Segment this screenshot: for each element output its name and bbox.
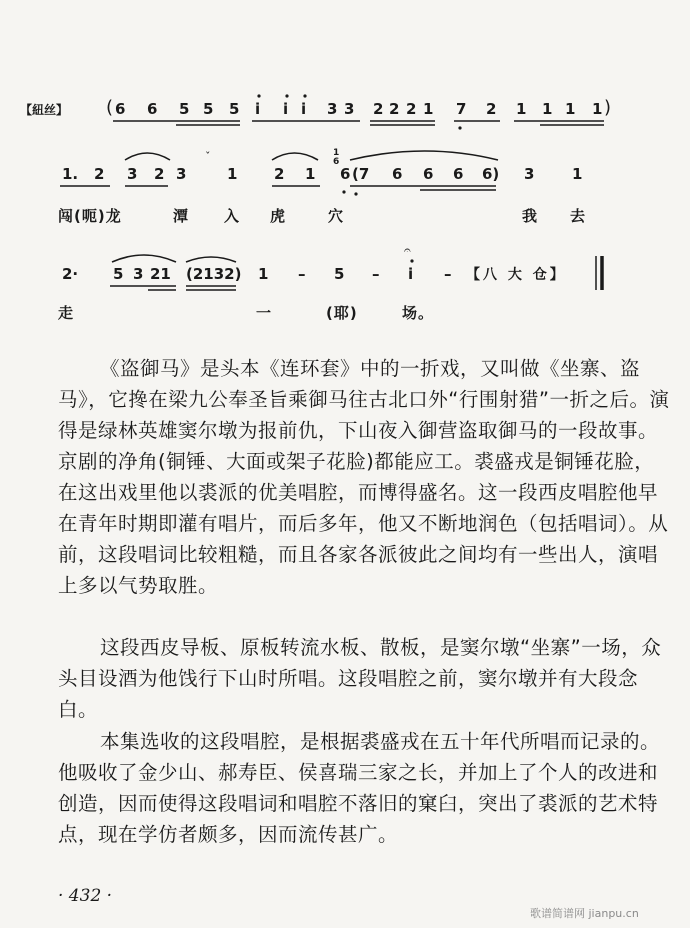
- octave-dot: [303, 94, 306, 97]
- slur: [125, 153, 170, 160]
- note: 6: [392, 165, 403, 183]
- note: 6: [115, 100, 126, 118]
- note: 6: [147, 100, 158, 118]
- lyric: 去: [570, 207, 587, 225]
- note: 21: [150, 265, 171, 283]
- note: i: [255, 100, 261, 118]
- note: (7: [352, 165, 370, 183]
- grace-mark: ˇ: [205, 150, 211, 163]
- lyric: 场。: [402, 304, 435, 322]
- octave-dot: [342, 190, 345, 193]
- note: 3: [127, 165, 138, 183]
- note: 5: [203, 100, 214, 118]
- grace-fraction-bottom: 6: [333, 157, 340, 167]
- close-paren: ): [604, 97, 612, 118]
- note: 1: [516, 100, 527, 118]
- paragraph-2: 这段西皮导板、原板转流水板、散板，是窦尔墩“坐寨”一场，众头目设酒为他饯行下山时所唱。这段唱腔之前，窦尔墩并有大段念白。: [58, 636, 662, 721]
- page-number: · 432 ·: [58, 886, 113, 906]
- note: 6: [453, 165, 464, 183]
- lyric: (耶): [326, 304, 358, 322]
- fermata-icon: 𝄐: [404, 243, 411, 257]
- label-tag: 【紐丝】: [20, 103, 69, 117]
- note: 6: [423, 165, 434, 183]
- slur: [186, 257, 236, 262]
- note: 1: [227, 165, 238, 183]
- lyric: 入: [224, 207, 241, 225]
- note: 1: [565, 100, 576, 118]
- note: –: [444, 265, 452, 283]
- note: 5: [179, 100, 190, 118]
- octave-dot: [257, 94, 260, 97]
- note: 3: [524, 165, 535, 183]
- note: 5: [334, 265, 345, 283]
- lyric: 闯(呃)龙: [58, 207, 122, 225]
- slur: [272, 153, 318, 160]
- note: 1: [423, 100, 434, 118]
- paragraph-3: 本集选收的这段唱腔，是根据裘盛戎在五十年代所唱而记录的。他吸收了金少山、郝寿臣、侯喜瑞三家之长，并加上了个人的改进和创造，因而使得这段唱词和唱腔不落旧的窠臼，突出了裘派的艺术特点，现在学仿者颇多，因而流传甚广。: [58, 730, 661, 846]
- note: –: [372, 265, 380, 283]
- slur: [350, 151, 498, 160]
- note: 1.: [62, 165, 79, 183]
- octave-dot: [410, 259, 413, 262]
- note: (2132): [186, 265, 242, 283]
- watermark: 歌谱简谱网 jianpu.cn: [530, 907, 639, 920]
- paragraph-1: 《盗御马》是头本《连环套》中的一折戏，又叫做《坐寨、盗马》，它搀在梁九公奉圣旨乘御马往古北口外“行围射猎”一折之后。演得是绿林英雄窦尔墩为报前仇，下山夜入御营盗取御马的一段故事。京剧的净角(铜锤、大面或架子花脸)都能应工。裘盛戎是铜锤花脸，在这出戏里他以裘派的优美唱腔，而博得盛名。这一段西皮唱腔他早在青年时期即灌有唱片，而后多年，他又不断地润色（包括唱词）。从前，这段唱词比较粗糙，而且各家各派彼此之间均有一些出人，演唱上多以气势取胜。: [58, 357, 670, 597]
- note: i: [408, 265, 414, 283]
- note: 1: [572, 165, 583, 183]
- grace-fraction-top: 1: [333, 148, 340, 158]
- note: i: [301, 100, 307, 118]
- note: 2: [274, 165, 285, 183]
- note: 3: [327, 100, 338, 118]
- note: 2: [486, 100, 497, 118]
- note: 2: [389, 100, 400, 118]
- note: 3: [133, 265, 144, 283]
- score-decorations: [0, 0, 690, 340]
- note: 2: [373, 100, 384, 118]
- note: 6): [482, 165, 500, 183]
- slur: [112, 255, 176, 262]
- open-paren: (: [106, 97, 114, 118]
- lyric: 走: [58, 304, 75, 322]
- note: 1: [305, 165, 316, 183]
- octave-dot: [354, 192, 357, 195]
- lyric: 我: [522, 207, 539, 225]
- note: –: [298, 265, 306, 283]
- lyric: 虎: [270, 207, 287, 225]
- note: 2·: [62, 265, 79, 283]
- note: 2: [406, 100, 417, 118]
- note: 6: [340, 165, 351, 183]
- note: i: [283, 100, 289, 118]
- percussion-bracket: 【八 大 仓】: [466, 267, 567, 283]
- octave-dot: [458, 126, 461, 129]
- note: 3: [344, 100, 355, 118]
- note: 1: [592, 100, 603, 118]
- lyric: 一: [256, 304, 273, 322]
- note: 5: [229, 100, 240, 118]
- note: 1: [258, 265, 269, 283]
- lyric: 潭: [173, 207, 190, 225]
- octave-dot: [285, 94, 288, 97]
- note: 2: [154, 165, 165, 183]
- lyric: 穴: [328, 207, 345, 225]
- note: 3: [176, 165, 187, 183]
- note: 5: [113, 265, 124, 283]
- note: 7: [456, 100, 467, 118]
- note: 2: [94, 165, 105, 183]
- note: 1: [542, 100, 553, 118]
